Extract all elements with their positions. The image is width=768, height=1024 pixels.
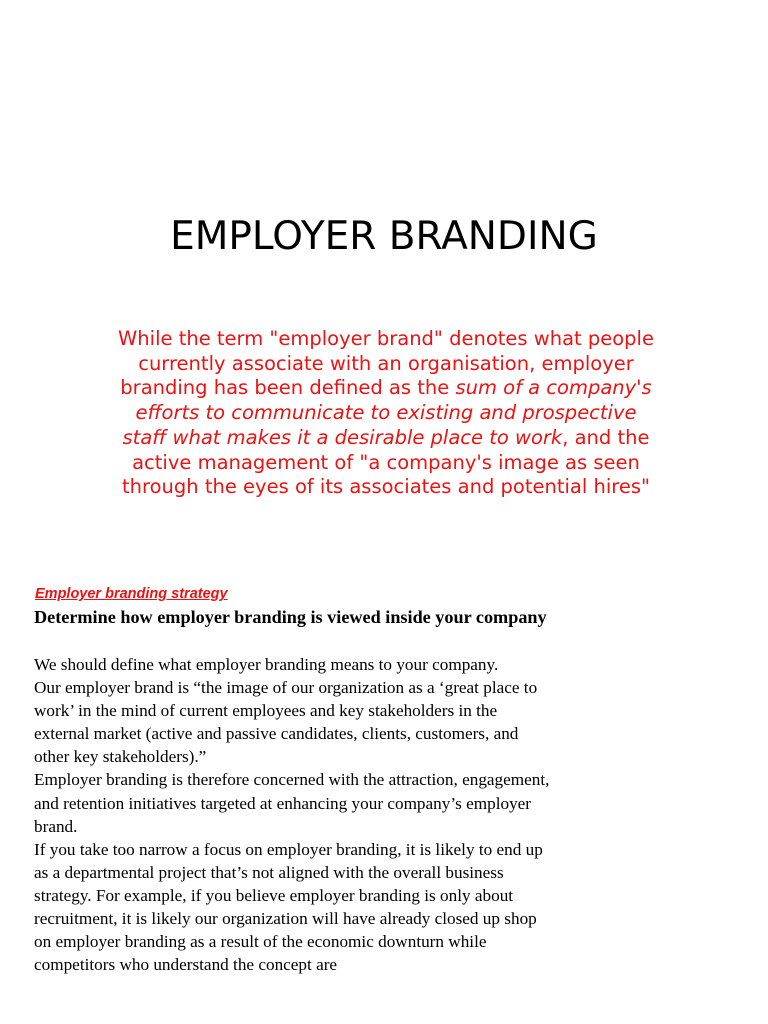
definition-outro: , and the active management of "a company's image as seen through the eyes of its associates and potential hires" <box>122 425 650 499</box>
definition-emphasis: sum of a company's efforts to communicate to existing and prospective staff what makes it a desirable place to work <box>122 376 652 449</box>
section-subheading: Determine how employer branding is viewed inside your company <box>34 607 547 627</box>
body-paragraph: We should define what employer branding means to your company. <box>34 655 499 674</box>
definition-intro: While the term "employer brand" denotes what people currently associate with an organisation, employer branding has been defined as the <box>118 327 654 400</box>
slide-title: EMPLOYER BRANDING <box>170 214 598 259</box>
body-paragraph: Employer branding is therefore concerned with the attraction, engagement, and retention initiatives targeted at enhancing your company’s employer brand. <box>34 770 550 836</box>
definition-text <box>116 327 656 500</box>
body-paragraph: If you take too narrow a focus on employer branding, it is likely to end up as a departmental project that’s not aligned with the overall business strategy. For example, if you believe employer branding is only about recruitment, it is likely our organization will have already closed up shop on employer branding as a result of the economic downturn while competitors who understand the concept are <box>34 839 543 975</box>
body-text <box>34 653 554 976</box>
body-paragraph: Our employer brand is “the image of our organization as a ‘great place to work’ in the mind of current employees and key stakeholders in the external market (active and passive candidates, clients, customers, and other key stakeholders).” <box>34 678 538 767</box>
strategy-heading: Employer branding strategy <box>35 586 228 602</box>
